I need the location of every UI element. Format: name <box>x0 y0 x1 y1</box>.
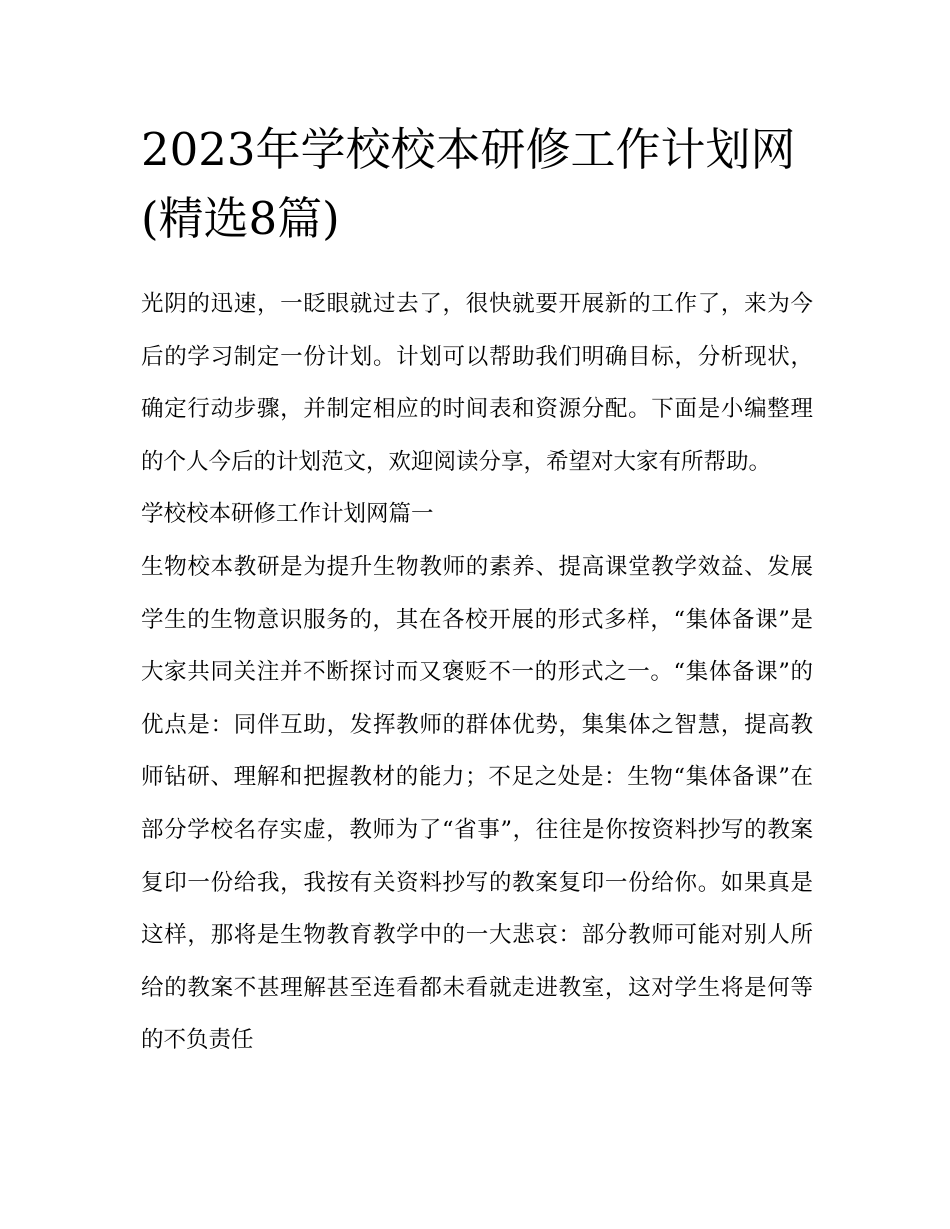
body-paragraph: 生物校本教研是为提升生物教师的素养、提高课堂教学效益、发展学生的生物意识服务的，其在各校开展的形式多样，“集体备课”是大家共同关注并不断探讨而又褒贬不一的形式之一。“集体备课”的优点是：同伴互助，发挥教师的群体优势，集集体之智慧，提高教师钻研、理解和把握教材的能力；不足之处是：生物“集体备课”在部分学校名存实虚，教师为了“省事”，往往是你按资料抄写的教案复印一份给我，我按有关资料抄写的教案复印一份给你。如果真是这样，那将是生物教育教学中的一大悲哀：部分教师可能对别人所给的教案不甚理解甚至连看都未看就走进教室，这对学生将是何等的不负责任 <box>141 553 813 1054</box>
intro-paragraph: 光阴的迅速，一眨眼就过去了，很快就要开展新的工作了，来为今后的学习制定一份计划。计划可以帮助我们明确目标，分析现状，确定行动步骤，并制定相应的时间表和资源分配。下面是小编整理的个人今后的计划范文，欢迎阅读分享，希望对大家有所帮助。 <box>141 291 813 475</box>
section-heading: 学校校本研修工作计划网篇一 <box>141 501 434 528</box>
document-body <box>141 278 813 1067</box>
document-title: 2023年学校校本研修工作计划网(精选8篇) <box>141 123 796 245</box>
